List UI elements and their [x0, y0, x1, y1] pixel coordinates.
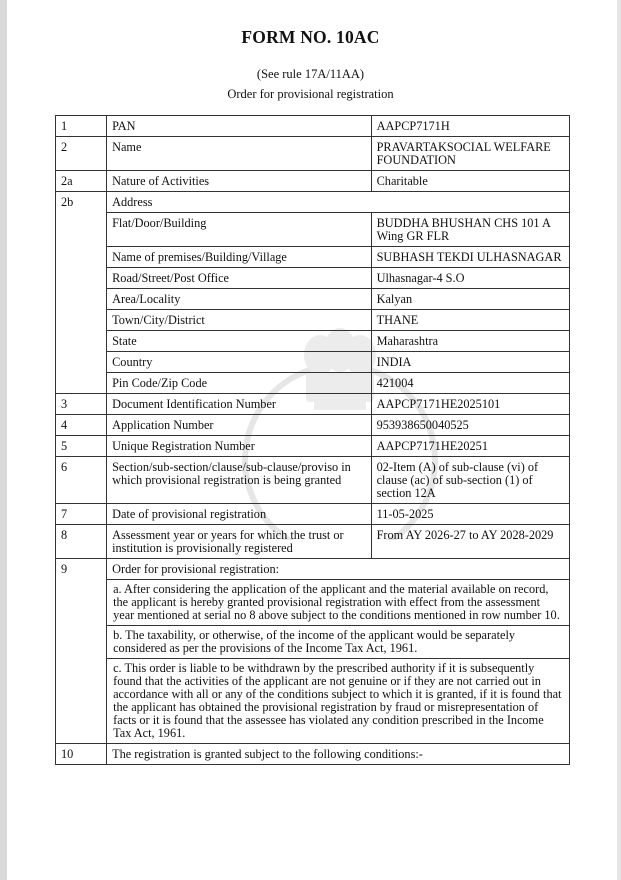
- row-label: Section/sub-section/clause/sub-clause/proviso in which provisional registration is being granted: [107, 457, 372, 504]
- order-clause-c: c. This order is liable to be withdrawn by the prescribed authority if it is subsequently found that the activities of the applicant are not genuine or if they are not carried out in accordance with all or any of the conditions subject to which it is granted, if it is found that the applicant has obtained the provisional registration by fraud or misrepresentation of facts or it is found that the assessee has violated any condition prescribed in the Income Tax Act, 1961.: [107, 659, 570, 744]
- table-row-address: [56, 192, 570, 213]
- table-row-urn: [56, 436, 570, 457]
- table-row-road: [56, 268, 570, 289]
- row-label: Application Number: [107, 415, 372, 436]
- table-row-document-id: [56, 394, 570, 415]
- country-value: INDIA: [371, 352, 569, 373]
- row-number: 6: [56, 457, 107, 504]
- row-label: Country: [107, 352, 372, 373]
- row-number: 2a: [56, 171, 107, 192]
- row-label: Unique Registration Number: [107, 436, 372, 457]
- row-label: Date of provisional registration: [107, 504, 372, 525]
- order-clause-b: b. The taxability, or otherwise, of the income of the applicant would be separately considered as per the provisions of the Income Tax Act, 1961.: [107, 626, 570, 659]
- table-row-application: [56, 415, 570, 436]
- table-row-name: [56, 137, 570, 171]
- table-row-order-c: [56, 659, 570, 744]
- row-number: 3: [56, 394, 107, 415]
- row-number: 7: [56, 504, 107, 525]
- row-label: The registration is granted subject to the following conditions:-: [107, 744, 570, 765]
- town-value: THANE: [371, 310, 569, 331]
- table-row-town: [56, 310, 570, 331]
- section-value: 02-Item (A) of sub-clause (vi) of clause (ac) of sub-section (1) of section 12A: [371, 457, 569, 504]
- road-value: Ulhasnagar-4 S.O: [371, 268, 569, 289]
- row-label: Road/Street/Post Office: [107, 268, 372, 289]
- table-row-section: [56, 457, 570, 504]
- nature-value: Charitable: [371, 171, 569, 192]
- row-number: 9: [56, 559, 107, 744]
- table-row-flat: [56, 213, 570, 247]
- form-title: FORM NO. 10AC: [241, 27, 380, 47]
- row-label: Name: [107, 137, 372, 171]
- table-row-pan: [56, 116, 570, 137]
- table-row-area: [56, 289, 570, 310]
- row-number: 5: [56, 436, 107, 457]
- table-row-premises: [56, 247, 570, 268]
- name-value: PRAVARTAKSOCIAL WELFARE FOUNDATION: [371, 137, 569, 171]
- table-row-assessment-years: [56, 525, 570, 559]
- state-value: Maharashtra: [371, 331, 569, 352]
- table-row-conditions: [56, 744, 570, 765]
- document-id-value: AAPCP7171HE2025101: [371, 394, 569, 415]
- application-number-value: 953938650040525: [371, 415, 569, 436]
- row-number: 1: [56, 116, 107, 137]
- row-label: Town/City/District: [107, 310, 372, 331]
- row-number: 4: [56, 415, 107, 436]
- pan-value: AAPCP7171H: [371, 116, 569, 137]
- urn-value: AAPCP7171HE20251: [371, 436, 569, 457]
- table-row-date: [56, 504, 570, 525]
- row-label: Nature of Activities: [107, 171, 372, 192]
- table-row-order: [56, 559, 570, 580]
- row-number: 10: [56, 744, 107, 765]
- premises-value: SUBHASH TEKDI ULHASNAGAR: [371, 247, 569, 268]
- order-clause-a: a. After considering the application of the applicant and the material available on record, the applicant is hereby granted provisional registration with effect from the assessment year mentioned at serial no 8 above subject to the conditions mentioned in row number 10.: [107, 580, 570, 626]
- rule-reference: (See rule 17A/11AA): [256, 67, 365, 81]
- table-row-order-a: [56, 580, 570, 626]
- row-label: Name of premises/Building/Village: [107, 247, 372, 268]
- flat-value: BUDDHA BHUSHAN CHS 101 A Wing GR FLR: [371, 213, 569, 247]
- form-subtitle: Order for provisional registration: [227, 87, 394, 101]
- table-row-nature: [56, 171, 570, 192]
- row-label: Document Identification Number: [107, 394, 372, 415]
- row-number: 2b: [56, 192, 107, 394]
- page-edge-right: [617, 0, 621, 880]
- row-label: Pin Code/Zip Code: [107, 373, 372, 394]
- row-label: Order for provisional registration:: [107, 559, 570, 580]
- assessment-years-value: From AY 2026-27 to AY 2028-2029: [371, 525, 569, 559]
- table-row-pin: [56, 373, 570, 394]
- pin-value: 421004: [371, 373, 569, 394]
- row-label: Flat/Door/Building: [107, 213, 372, 247]
- table-row-state: [56, 331, 570, 352]
- page-edge-left: [0, 0, 7, 880]
- table-row-country: [56, 352, 570, 373]
- area-value: Kalyan: [371, 289, 569, 310]
- date-value: 11-05-2025: [371, 504, 569, 525]
- row-label: PAN: [107, 116, 372, 137]
- row-number: 8: [56, 525, 107, 559]
- table-row-order-b: [56, 626, 570, 659]
- row-label: Assessment year or years for which the trust or institution is provisionally registered: [107, 525, 372, 559]
- row-number: 2: [56, 137, 107, 171]
- row-label: Area/Locality: [107, 289, 372, 310]
- row-label: Address: [107, 192, 570, 213]
- registration-table: [55, 115, 570, 765]
- row-label: State: [107, 331, 372, 352]
